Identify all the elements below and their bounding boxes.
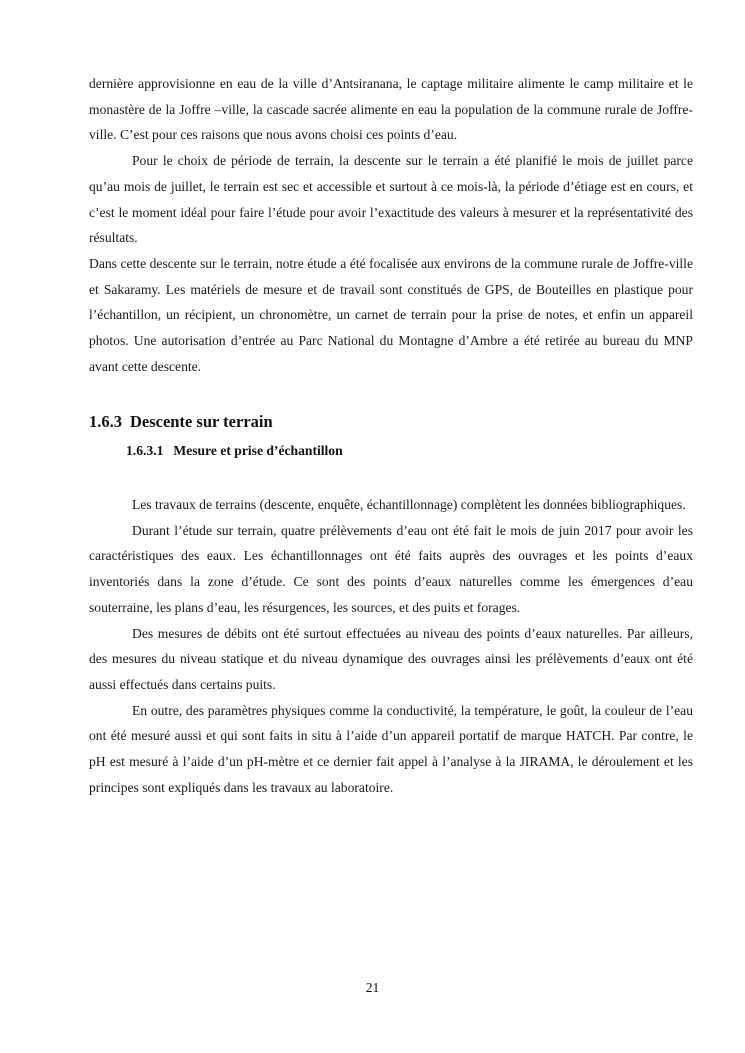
subsection-number: 1.6.3.1 (126, 443, 164, 458)
section-title: Descente sur terrain (130, 412, 273, 431)
paragraph-continuation: dernière approvisionne en eau de la ville d’Antsiranana, le captage militaire alimente le camp militaire et le monastère de la Joffre –ville, la cascade sacrée alimente en eau la population de la commune rurale de Joffre- ville. C’est pour ces raisons que nous avons choisi ces points d’eau. (89, 76, 693, 143)
body-text-bottom (89, 492, 693, 800)
subsection-title: Mesure et prise d’échantillon (173, 443, 343, 458)
paragraph-sampling: Durant l’étude sur terrain, quatre prélèvements d’eau ont été fait le mois de juin 2017 pour avoir les caractéristiques des eaux. Les échantillonnages ont été faits auprès des ouvrages et les points d’eaux inventoriés dans la zone d’étude. Ce sont des points d’eaux naturelles comme les émergences d’eau souterraine, les plans d’eau, les résurgences, les sources, et des puits et forages. (89, 522, 693, 615)
paragraph-field-materials: Dans cette descente sur le terrain, notre étude a été focalisée aux environs de la commune rurale de Joffre-ville et Sakaramy. Les matériels de mesure et de travail sont constitués de GPS, de Bouteilles en plastique pour l’échantillon, un récipient, un chronomètre, un carnet de terrain pour la prise de notes, et enfin un appareil photos. Une autorisation d’entrée au Parc National du Montagne d’Ambre a été retirée au bureau du MNP avant cette descente. (89, 255, 693, 374)
body-text-top (89, 71, 693, 379)
page-number: 21 (365, 980, 380, 995)
paragraph-physical-parameters: En outre, des paramètres physiques comme la conductivité, la température, le goût, la couleur de l’eau ont été mesuré aussi et qui sont faits in situ à l’aide d’un appareil portatif de marque HATCH. Par contre, le pH est mesuré à l’aide d’un pH-mètre et ce dernier fait appel à l’analyse à la JIRAMA, le déroulement et les principes sont expliqués dans les travaux au laboratoire. (89, 702, 693, 795)
section-heading (89, 412, 273, 432)
paragraph-period-choice: Pour le choix de période de terrain, la descente sur le terrain a été planifié le mois de juillet parce qu’au mois de juillet, le terrain est sec et accessible et surtout à ce mois-là, la période d’étiage est en cours, et c’est le moment idéal pour faire l’étude pour avoir l’exactitude des valeurs à mesurer et la représentativité des résultats. (89, 153, 693, 246)
paragraph-fieldwork-intro: Les travaux de terrains (descente, enquête, échantillonnage) complètent les données bibliographiques. (132, 497, 686, 512)
subsection-heading (126, 443, 343, 459)
section-number: 1.6.3 (89, 412, 122, 431)
paragraph-flow-measures: Des mesures de débits ont été surtout effectuées au niveau des points d’eaux naturelles. Par ailleurs, des mesures du niveau statique et du niveau dynamique des ouvrages ainsi les prélèvements d’eaux ont été aussi effectués dans certains puits. (89, 625, 693, 692)
